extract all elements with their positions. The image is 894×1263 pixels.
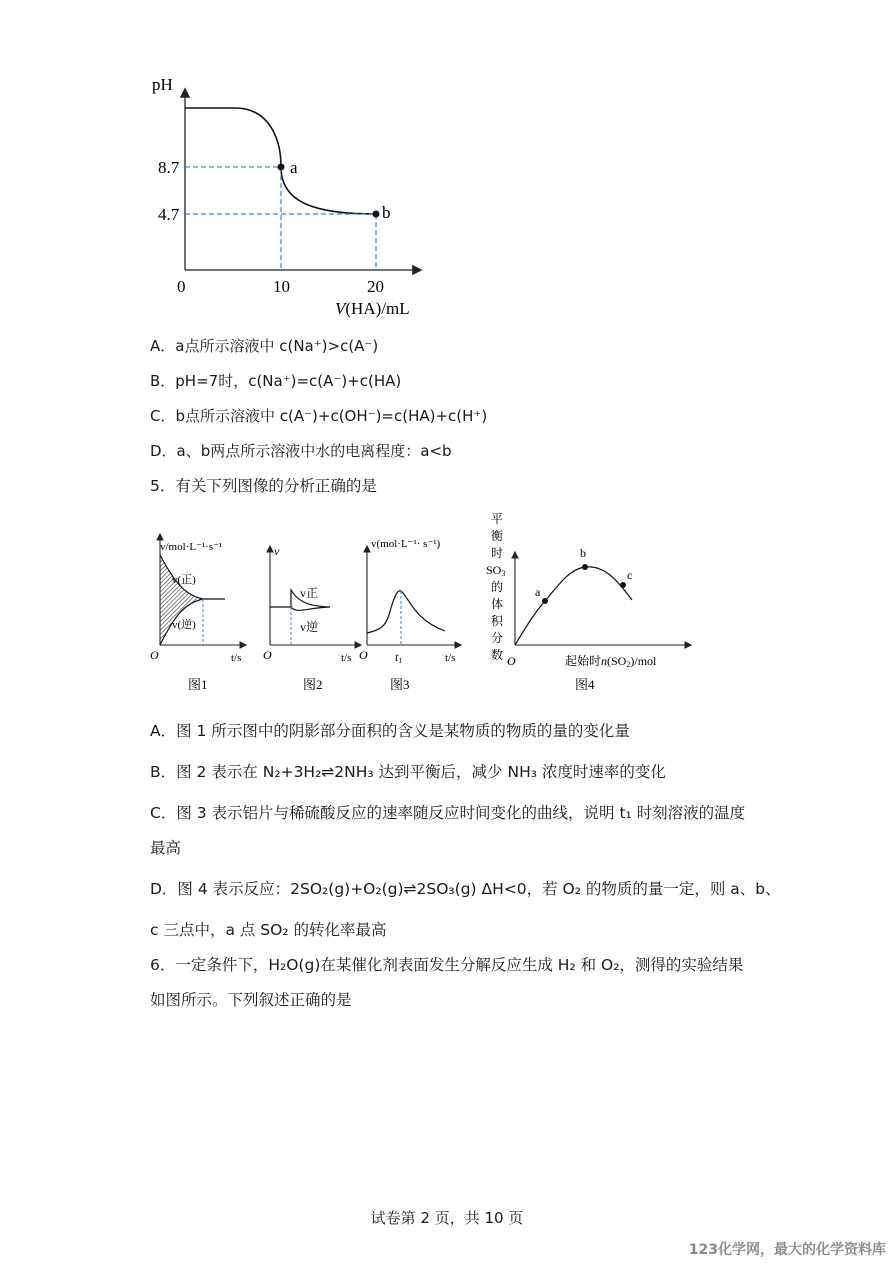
fig4-ylabel-char: 分 <box>491 631 504 645</box>
fig2-caption: 图2 <box>303 677 323 692</box>
fig2-forward-label: v正 <box>300 586 319 600</box>
tick-x-20: 20 <box>367 277 384 296</box>
watermark: 123化学网，最大的化学资料库 <box>688 1242 886 1258</box>
titration-curve <box>185 108 376 214</box>
fig4-point-b: b <box>580 546 586 560</box>
fig4-ylabel-char: 衡 <box>491 529 504 543</box>
fig4-ylabel-char: 积 <box>491 614 504 628</box>
point-b <box>373 211 380 218</box>
fig4-ylabel-char: SO3 <box>486 563 506 578</box>
fig4-ylabel-char: 数 <box>491 648 504 662</box>
q5-stem: 5．有关下列图像的分析正确的是 <box>150 477 377 495</box>
q5-option-d-line2: c 三点中，a 点 SO₂ 的转化率最高 <box>150 921 387 939</box>
point-b-label: b <box>382 203 391 222</box>
q5-option-d-line1: D．图 4 表示反应：2SO₂(g)+O₂(g)⇌2SO₃(g) ΔH<0，若 O₂ 的物质的量一定，则 a、b、 <box>150 880 781 898</box>
figure-3 <box>359 538 460 692</box>
fig1-origin: O <box>150 648 159 662</box>
fig3-origin: O <box>359 648 368 662</box>
q5-option-a: A．图 1 所示图中的阴影部分面积的含义是某物质的物质的量的变化量 <box>150 722 630 740</box>
tick-x-0: 0 <box>177 277 186 296</box>
fig3-caption: 图3 <box>390 677 410 692</box>
q4-option-c: C．b点所示溶液中 c(A⁻)+c(OH⁻)=c(HA)+c(H⁺) <box>150 407 488 425</box>
fig4-ylabel-char: 的 <box>491 580 504 594</box>
q5-option-b: B．图 2 表示在 N₂+3H₂⇌2NH₃ 达到平衡后，减少 NH₃ 浓度时速率的变化 <box>150 763 666 781</box>
figure-4 <box>486 512 690 692</box>
fig1-reverse-label: v(逆) <box>172 619 196 631</box>
figure-1 <box>150 535 245 692</box>
page-footer: 试卷第 2 页，共 10 页 <box>370 1209 524 1227</box>
fig4-point-c: c <box>627 568 633 582</box>
q6-stem-line1: 6．一定条件下，H₂O(g)在某催化剂表面发生分解反应生成 H₂ 和 O₂，测得的实验结果 <box>150 956 744 974</box>
q5-option-c-line2: 最高 <box>150 839 182 857</box>
fig4-xlabel: 起始时n(SO2)/mol <box>565 654 657 669</box>
fig2-ylabel: v <box>274 544 280 558</box>
point-a <box>278 164 285 171</box>
fig1-forward-label: v(正) <box>172 574 196 586</box>
fig4-ylabel-char: 平 <box>491 512 504 526</box>
fig4-point-a: a <box>535 585 541 599</box>
fig2-origin: O <box>263 648 272 662</box>
fig4-ylabel-char: 体 <box>491 597 504 611</box>
fig2-reverse-label: v逆 <box>300 620 319 634</box>
fig3-t1: t1 <box>395 650 403 665</box>
y-axis-label: pH <box>152 75 173 94</box>
q5-figures <box>145 505 705 705</box>
fig4-ylabel-char: 时 <box>491 546 504 560</box>
fig1-xlabel: t/s <box>231 652 242 664</box>
fig3-ylabel: v(mol·L⁻¹· s⁻¹) <box>371 538 441 550</box>
q4-option-a: A．a点所示溶液中 c(Na⁺)>c(A⁻) <box>150 337 379 355</box>
x-axis-label: V(HA)/mL <box>335 299 410 318</box>
q6-stem-line2: 如图所示。下列叙述正确的是 <box>150 991 352 1009</box>
fig2-xlabel: t/s <box>341 652 352 664</box>
fig4-origin: O <box>507 654 516 668</box>
tick-y-4.7: 4.7 <box>158 205 180 224</box>
q4-option-d: D．a、b两点所示溶液中水的电离程度：a<b <box>150 442 452 460</box>
figure-2 <box>263 544 360 692</box>
tick-y-8.7: 8.7 <box>158 158 180 177</box>
q4-option-b: B．pH=7时，c(Na⁺)=c(A⁻)+c(HA) <box>150 372 402 390</box>
fig4-caption: 图4 <box>575 677 595 692</box>
fig1-caption: 图1 <box>188 677 208 692</box>
tick-x-10: 10 <box>273 277 290 296</box>
point-a-label: a <box>290 158 298 177</box>
q5-option-c-line1: C．图 3 表示铝片与稀硫酸反应的速率随反应时间变化的曲线，说明 t₁ 时刻溶液的温度 <box>150 804 746 822</box>
ph-titration-chart <box>140 60 440 320</box>
fig1-ylabel: v/mol·L⁻¹·s⁻¹ <box>160 541 223 553</box>
fig3-xlabel: t/s <box>445 652 456 664</box>
